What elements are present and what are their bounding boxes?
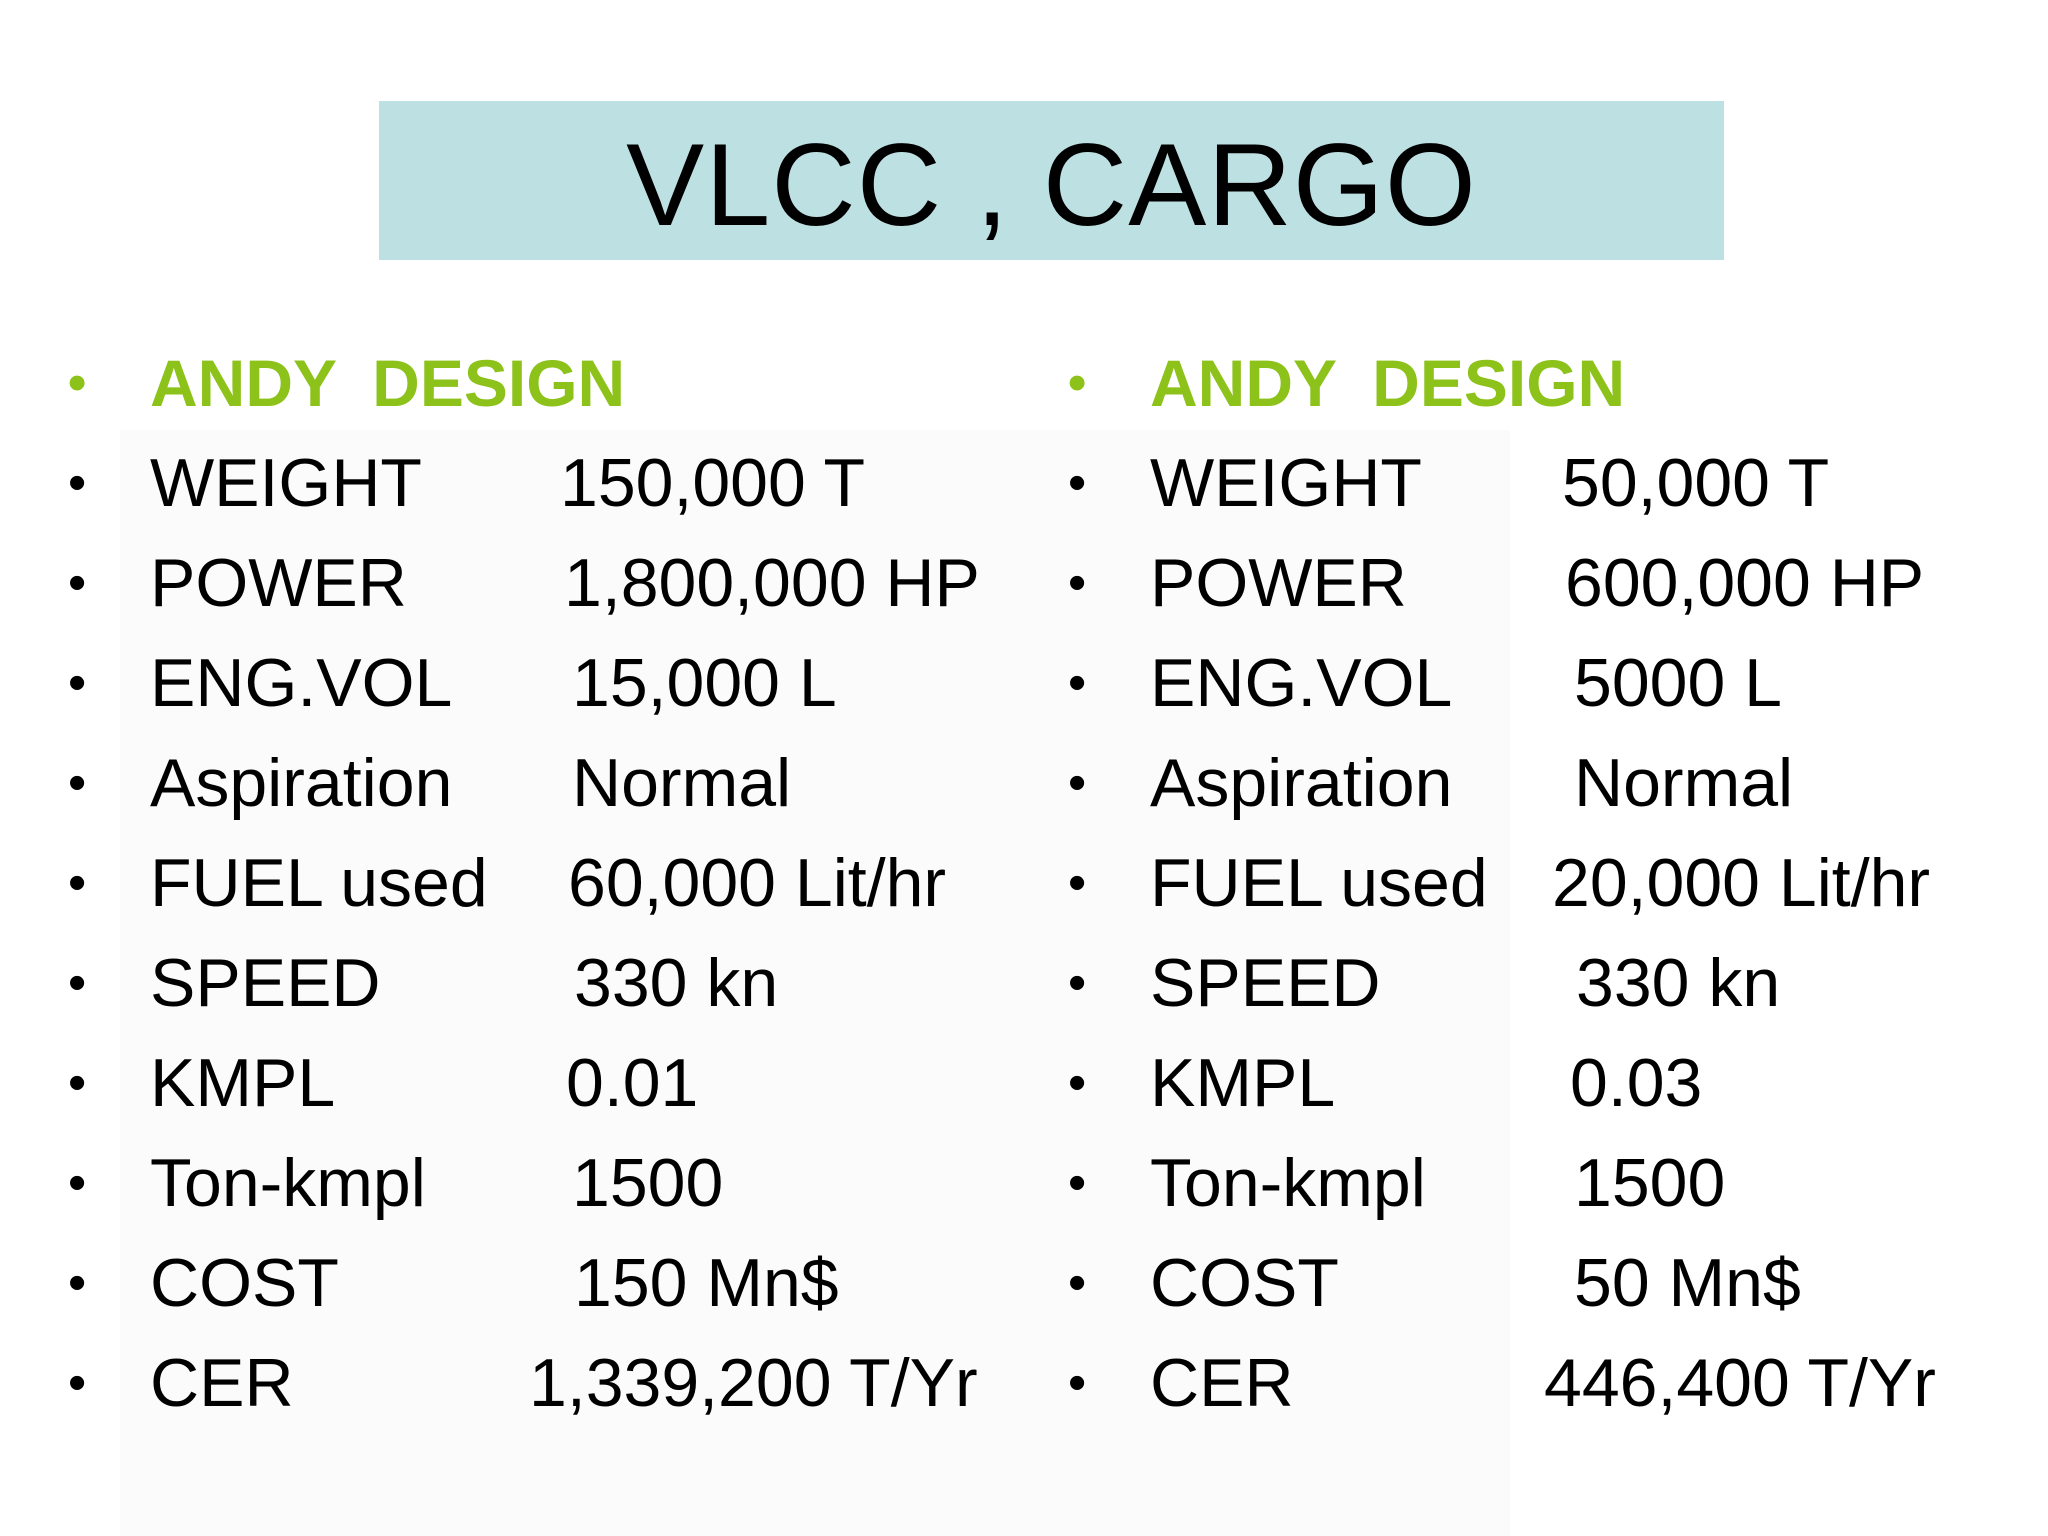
- spec-label: KMPL: [150, 1045, 336, 1121]
- right-row-cost: [1068, 1238, 2048, 1338]
- right-heading-row: [1068, 338, 2048, 438]
- left-heading: ANDY DESIGN: [150, 346, 626, 420]
- spec-value: 15,000 L: [572, 645, 837, 721]
- bullet-icon: •: [68, 354, 87, 412]
- spec-value: 50 Mn$: [1574, 1245, 1801, 1321]
- bullet-icon: •: [68, 554, 87, 612]
- bullet-icon: •: [68, 1254, 87, 1312]
- bullet-icon: •: [68, 954, 87, 1012]
- spec-label: POWER: [150, 545, 407, 621]
- spec-value: 60,000 Lit/hr: [568, 845, 947, 921]
- spec-label: COST: [1150, 1245, 1339, 1321]
- bullet-icon: •: [1068, 854, 1087, 912]
- spec-label: WEIGHT: [150, 445, 422, 521]
- spec-value: 5000 L: [1574, 645, 1782, 721]
- left-row-aspiration: [68, 738, 1068, 838]
- spec-label: SPEED: [1150, 945, 1381, 1021]
- right-row-eng-vol: [1068, 638, 2048, 738]
- right-row-aspiration: [1068, 738, 2048, 838]
- right-row-power: [1068, 538, 2048, 638]
- left-row-eng-vol: [68, 638, 1068, 738]
- left-spec-column: [68, 338, 1068, 1438]
- bullet-icon: •: [1068, 554, 1087, 612]
- spec-value: Normal: [1574, 745, 1794, 821]
- left-row-cost: [68, 1238, 1068, 1338]
- bullet-icon: •: [1068, 1354, 1087, 1412]
- left-heading-row: [68, 338, 1068, 438]
- spec-value: 1500: [572, 1145, 724, 1221]
- spec-label: FUEL used: [150, 845, 488, 921]
- right-heading: ANDY DESIGN: [1150, 346, 1626, 420]
- left-row-speed: [68, 938, 1068, 1038]
- right-row-fuel-used: [1068, 838, 2048, 938]
- spec-value: 446,400 T/Yr: [1544, 1345, 1936, 1421]
- spec-label: CER: [150, 1345, 294, 1421]
- left-row-cer: [68, 1338, 1068, 1438]
- spec-value: 1,339,200 T/Yr: [529, 1345, 978, 1421]
- left-row-fuel-used: [68, 838, 1068, 938]
- bullet-icon: •: [1068, 1254, 1087, 1312]
- title-banner: [379, 101, 1724, 260]
- spec-value: Normal: [572, 745, 792, 821]
- right-spec-column: [1068, 338, 2048, 1438]
- bullet-icon: •: [1068, 354, 1087, 412]
- spec-label: KMPL: [1150, 1045, 1336, 1121]
- spec-label: CER: [1150, 1345, 1294, 1421]
- bullet-icon: •: [68, 1054, 87, 1112]
- bullet-icon: •: [1068, 954, 1087, 1012]
- bullet-icon: •: [1068, 754, 1087, 812]
- spec-value: 330 kn: [574, 945, 779, 1021]
- right-row-ton-kmpl: [1068, 1138, 2048, 1238]
- spec-label: Aspiration: [1150, 745, 1453, 821]
- spec-label: WEIGHT: [1150, 445, 1422, 521]
- spec-label: SPEED: [150, 945, 381, 1021]
- right-row-kmpl: [1068, 1038, 2048, 1138]
- left-row-kmpl: [68, 1038, 1068, 1138]
- left-row-ton-kmpl: [68, 1138, 1068, 1238]
- bullet-icon: •: [1068, 1154, 1087, 1212]
- spec-value: 20,000 Lit/hr: [1552, 845, 1931, 921]
- right-row-cer: [1068, 1338, 2048, 1438]
- bullet-icon: •: [68, 1354, 87, 1412]
- bullet-icon: •: [68, 454, 87, 512]
- bullet-icon: •: [1068, 654, 1087, 712]
- bullet-icon: •: [68, 1154, 87, 1212]
- bullet-icon: •: [68, 754, 87, 812]
- spec-value: 0.03: [1570, 1045, 1703, 1121]
- spec-value: 50,000 T: [1562, 445, 1830, 521]
- bullet-icon: •: [68, 854, 87, 912]
- slide-title: VLCC , CARGO: [626, 119, 1477, 250]
- spec-value: 600,000 HP: [1565, 545, 1925, 621]
- spec-label: ENG.VOL: [1150, 645, 1453, 721]
- left-row-weight: [68, 438, 1068, 538]
- bullet-icon: •: [68, 654, 87, 712]
- spec-label: ENG.VOL: [150, 645, 453, 721]
- right-row-weight: [1068, 438, 2048, 538]
- spec-value: 150 Mn$: [574, 1245, 839, 1321]
- spec-value: 0.01: [566, 1045, 699, 1121]
- spec-value: 330 kn: [1576, 945, 1781, 1021]
- spec-label: Ton-kmpl: [1150, 1145, 1426, 1221]
- spec-value: 1,800,000 HP: [564, 545, 980, 621]
- spec-label: COST: [150, 1245, 339, 1321]
- left-row-power: [68, 538, 1068, 638]
- spec-label: FUEL used: [1150, 845, 1488, 921]
- spec-label: Ton-kmpl: [150, 1145, 426, 1221]
- spec-label: POWER: [1150, 545, 1407, 621]
- spec-value: 1500: [1574, 1145, 1726, 1221]
- spec-label: Aspiration: [150, 745, 453, 821]
- right-row-speed: [1068, 938, 2048, 1038]
- bullet-icon: •: [1068, 454, 1087, 512]
- spec-value: 150,000 T: [560, 445, 866, 521]
- bullet-icon: •: [1068, 1054, 1087, 1112]
